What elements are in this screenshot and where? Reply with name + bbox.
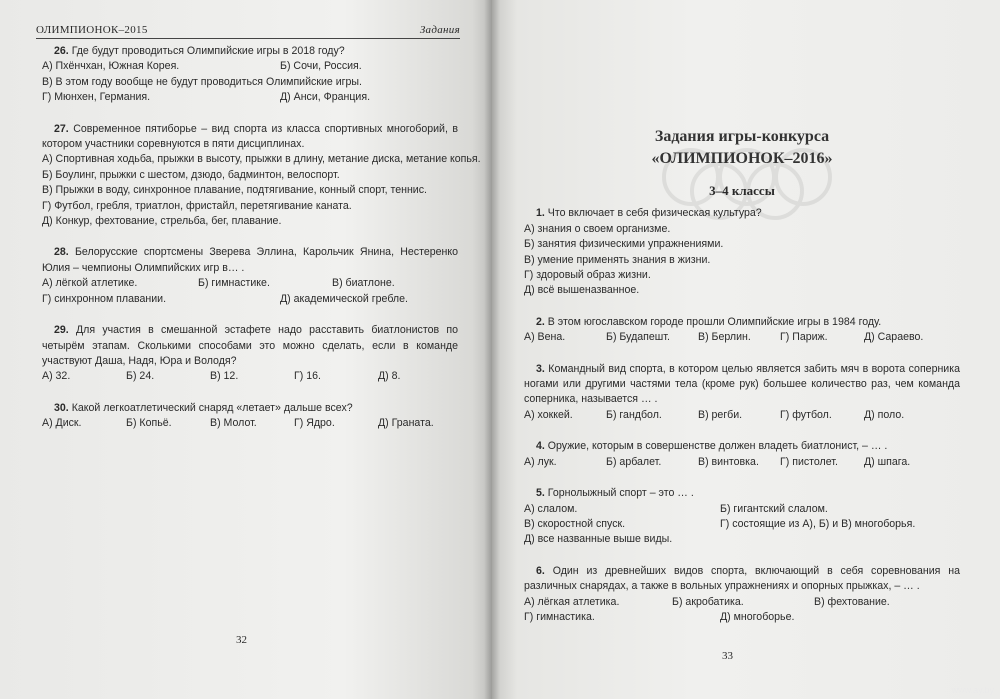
answer-option: В) Прыжки в воду, синхронное плавание, подтягивание, конный спорт, теннис. — [42, 184, 427, 197]
question-number: 30. — [54, 401, 69, 414]
right-content — [524, 127, 960, 641]
answer-option: Д) Конкур, фехтование, стрельба, бег, плавание. — [42, 215, 282, 228]
question-4 — [524, 439, 960, 470]
question-number: 26. — [54, 45, 69, 57]
question-body: Оружие, которым в совершенстве должен владеть биатлонист, – … . — [547, 440, 888, 453]
answer-option: В) скоростной спуск. — [524, 517, 626, 530]
answer-option: Д) Сараево. — [864, 331, 924, 344]
option-row — [42, 199, 458, 214]
answer-option: А) Вена. — [524, 331, 566, 344]
answer-option: Д) Граната. — [378, 417, 434, 430]
answer-option: А) хоккей. — [524, 408, 573, 421]
question-text — [42, 401, 458, 416]
answer-option: В) умение применять знания в жизни. — [524, 253, 711, 266]
answer-option: Д) шпага. — [864, 455, 911, 468]
answer-option: В) биатлоне. — [332, 277, 395, 290]
question-28 — [42, 245, 458, 307]
option-row — [524, 222, 960, 237]
question-number: 2. — [536, 315, 545, 328]
question-text — [524, 206, 960, 221]
question-text — [524, 362, 960, 408]
answer-option: Д) 8. — [378, 370, 401, 383]
watermark: www.ay.by — [951, 685, 994, 695]
question-body: Какой легкоатлетический снаряд «летает» дальше всех? — [71, 401, 353, 414]
answer-option: В) Молот. — [210, 417, 257, 430]
option-row — [42, 75, 458, 90]
answer-option: В) 12. — [210, 370, 239, 383]
question-2 — [524, 315, 960, 346]
answer-option: В) В этом году вообще не будут проводиться Олимпийские игры. — [42, 75, 362, 88]
question-number: 28. — [54, 246, 69, 259]
answer-option: Б) гигантский слалом. — [720, 502, 828, 515]
contest-title — [524, 127, 960, 169]
answer-option: Г) пистолет. — [780, 455, 838, 468]
left-page — [0, 0, 492, 699]
book-gutter — [484, 0, 500, 699]
question-text — [524, 439, 960, 454]
question-body: Для участия в смешанной эстафете надо расставить биатлонистов по четырём этапам. Сколькими способами это можно сделать, если в команде участвуют Даша, Надя, Юра и Володя? — [42, 324, 458, 367]
answer-option: В) винтовка. — [698, 455, 759, 468]
option-row — [42, 90, 458, 105]
option-row — [42, 416, 458, 431]
answer-option: А) Пхёнчхан, Южная Корея. — [42, 60, 180, 73]
option-row — [524, 502, 960, 517]
question-text — [524, 486, 960, 501]
option-row — [524, 268, 960, 283]
question-number: 29. — [54, 324, 69, 337]
answer-option: Г) синхронном плавании. — [42, 292, 167, 305]
answer-option: В) Берлин. — [698, 331, 751, 344]
question-number: 5. — [536, 487, 545, 500]
question-number: 1. — [536, 207, 545, 220]
answer-option: Б) Будапешт. — [606, 331, 670, 344]
answer-option: А) слалом. — [524, 502, 578, 515]
option-row — [524, 532, 960, 547]
answer-option: Г) Ядро. — [294, 417, 335, 430]
question-26 — [42, 44, 458, 106]
option-row — [524, 517, 960, 532]
answer-option: А) знания о своем организме. — [524, 222, 671, 235]
question-text — [524, 315, 960, 330]
answer-option: Б) 24. — [126, 370, 155, 383]
question-body: Современное пятиборье – вид спорта из класса спортивных многоборий, в котором участники соревнуются в пяти дисциплинах. — [42, 122, 458, 151]
right-page-number: 33 — [722, 650, 733, 662]
option-row — [524, 610, 960, 625]
answer-option: Б) акробатика. — [672, 595, 744, 608]
question-29 — [42, 323, 458, 385]
answer-option: Г) здоровый образ жизни. — [524, 269, 651, 282]
answer-option: Б) Боулинг, прыжки с шестом, дзюдо, бадминтон, велоспорт. — [42, 168, 340, 181]
question-text — [42, 122, 458, 153]
answer-option: Г) Париж. — [780, 331, 828, 344]
answer-option: Г) Мюнхен, Германия. — [42, 91, 151, 104]
answer-option: Б) арбалет. — [606, 455, 662, 468]
question-number: 4. — [536, 440, 545, 453]
option-row — [42, 214, 458, 229]
answer-option: Д) все названные выше виды. — [524, 533, 673, 546]
answer-option: Б) Сочи, Россия. — [280, 60, 362, 73]
answer-option: Г) состоящие из А), Б) и В) многоборья. — [720, 517, 916, 530]
option-row — [524, 455, 960, 470]
question-text — [42, 245, 458, 276]
title-line-2: «ОЛИМПИОНОК–2016» — [651, 150, 833, 167]
question-3 — [524, 362, 960, 424]
answer-option: Г) футбол. — [780, 408, 832, 421]
question-body: Белорусские спортсмены Зверева Эллина, Карольчик Янина, Нестеренко Юлия – чемпионы Олимпийских игр в… . — [42, 246, 458, 274]
left-page-number: 32 — [236, 634, 247, 646]
right-questions — [524, 206, 960, 625]
option-row — [42, 168, 458, 183]
option-row — [42, 369, 458, 384]
answer-option: А) Спортивная ходьба, прыжки в высоту, прыжки в длину, метание диска, метание копья. — [42, 153, 481, 166]
answer-option: Д) поло. — [864, 408, 905, 421]
option-row — [524, 283, 960, 298]
answer-option: Б) Копьё. — [126, 417, 172, 430]
option-row — [524, 408, 960, 423]
option-row — [524, 595, 960, 610]
question-number: 6. — [536, 564, 545, 577]
answer-option: Г) Футбол, гребля, триатлон, фристайл, перетягивание каната. — [42, 199, 352, 212]
answer-option: Д) академической гребле. — [280, 292, 408, 305]
question-5 — [524, 486, 960, 548]
question-text — [524, 564, 960, 595]
question-text — [42, 323, 458, 369]
header-section: Задания — [419, 24, 460, 36]
question-body: Один из древнейших видов спорта, включающий в себя соревнования на различных снарядах, а также в вольных упражнениях и опорных прыжках, – … . — [524, 564, 960, 593]
answer-option: В) фехтование. — [814, 595, 890, 608]
option-row — [524, 330, 960, 345]
header-title: ОЛИМПИОНОК–2015 — [36, 24, 148, 36]
option-row — [42, 152, 481, 167]
question-text — [42, 44, 458, 59]
question-number: 27. — [54, 122, 69, 135]
answer-option: Г) 16. — [294, 370, 321, 383]
question-1 — [524, 206, 960, 298]
answer-option: А) лёгкая атлетика. — [524, 595, 620, 608]
answer-option: А) 32. — [42, 370, 71, 383]
answer-option: Б) гимнастике. — [198, 277, 270, 290]
answer-option: А) Диск. — [42, 417, 82, 430]
left-running-header — [36, 24, 460, 39]
answer-option: Г) гимнастика. — [524, 610, 595, 623]
answer-option: Б) гандбол. — [606, 408, 662, 421]
option-row — [42, 292, 458, 307]
question-number: 3. — [536, 362, 545, 375]
answer-option: А) лук. — [524, 455, 557, 468]
question-body: Где будут проводиться Олимпийские игры в 2018 году? — [71, 45, 345, 57]
question-30 — [42, 401, 458, 432]
question-body: Командный вид спорта, в котором целью является забить мяч в ворота соперника ногами или другими частями тела (кроме рук) большее количество раз, чем команда соперника, называется … . — [524, 362, 960, 406]
option-row — [42, 183, 458, 198]
question-6 — [524, 564, 960, 626]
option-row — [524, 253, 960, 268]
answer-option: Д) многоборье. — [720, 610, 795, 623]
answer-option: В) регби. — [698, 408, 743, 421]
question-body: В этом югославском городе прошли Олимпийские игры в 1984 году. — [547, 315, 882, 328]
option-row — [42, 276, 458, 291]
option-row — [524, 237, 960, 252]
question-body: Горнолыжный спорт – это … . — [547, 487, 694, 500]
title-line-1: Задания игры-конкурса — [654, 128, 830, 145]
question-27 — [42, 122, 481, 230]
answer-option: Д) Анси, Франция. — [280, 91, 371, 104]
left-questions — [42, 44, 481, 448]
answer-option: Д) всё вышеназванное. — [524, 284, 640, 297]
option-row — [42, 59, 458, 74]
answer-option: Б) занятия физическими упражнениями. — [524, 238, 724, 251]
answer-option: А) лёгкой атлетике. — [42, 277, 138, 290]
question-body: Что включает в себя физическая культура? — [547, 207, 762, 220]
class-heading: 3–4 классы — [709, 183, 775, 198]
